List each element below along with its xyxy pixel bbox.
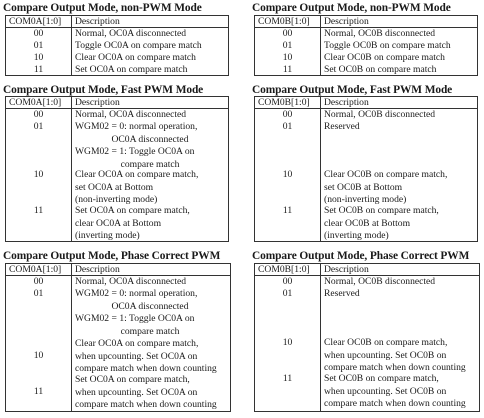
section-title: Compare Output Mode, Fast PWM Mode	[3, 84, 204, 96]
table-header	[255, 16, 477, 28]
bits-value: 00	[282, 28, 293, 39]
table-header	[6, 97, 228, 109]
bits-value: 01	[33, 40, 44, 51]
bits-value: 01	[33, 121, 44, 132]
column-divider	[320, 16, 321, 75]
description-column-header: Description	[324, 264, 369, 275]
bits-value: 00	[33, 109, 44, 120]
table-header	[6, 264, 230, 276]
bits-value: 00	[33, 276, 44, 287]
column-divider	[320, 264, 321, 411]
section-b-non-pwm	[252, 2, 480, 78]
description-text: Set OC0B on compare match	[324, 64, 437, 75]
column-divider	[320, 97, 321, 241]
description-text: WGM02 = 0: normal operation, OC0A disconnected WGM02 = 1: Toggle OC0A on compare match	[75, 121, 198, 170]
column-divider	[71, 264, 72, 411]
description-column-header: Description	[75, 97, 120, 108]
description-text: Toggle OC0A on compare match	[75, 40, 202, 51]
description-text: Set OC0B on compare match, clear OC0B at Bottom (inverting mode)	[324, 205, 439, 241]
description-text: Set OC0A on compare match, clear OC0A at Bottom (inverting mode)	[75, 205, 190, 241]
description-text: Clear OC0B on compare match, set OC0B at Bottom (non-inverting mode)	[324, 169, 448, 205]
bits-column-header: COM0B[1:0]	[258, 264, 310, 275]
description-column-header: Description	[75, 264, 120, 275]
section-a-non-pwm	[3, 2, 231, 78]
description-text: Normal, OC0B disconnected	[324, 28, 436, 39]
mode-table	[254, 263, 480, 412]
section-b-fast-pwm	[252, 84, 480, 244]
bits-column-header: COM0A[1:0]	[9, 97, 62, 108]
bits-value: 10	[282, 337, 293, 348]
bits-value: 11	[282, 373, 293, 384]
column-divider	[71, 16, 72, 75]
bits-value: 10	[33, 52, 44, 63]
bits-column-header: COM0B[1:0]	[258, 97, 310, 108]
bits-value: 10	[282, 169, 293, 180]
description-column-header: Description	[75, 16, 120, 27]
bits-column-header: COM0A[1:0]	[9, 264, 62, 275]
section-title: Compare Output Mode, Phase Correct PWM	[252, 250, 470, 262]
mode-table	[5, 263, 231, 412]
table-header	[6, 16, 228, 28]
mode-table	[254, 15, 478, 76]
bits-column-header: COM0A[1:0]	[9, 16, 62, 27]
bits-value: 11	[33, 386, 44, 397]
description-text: Normal, OC0B disconnected	[324, 276, 436, 287]
description-text: Clear OC0B on compare match, when upcounting. Set OC0B on compare match when down counting	[324, 337, 466, 373]
bits-value: 01	[33, 288, 44, 299]
section-a-fast-pwm	[3, 84, 231, 244]
description-text: Clear OC0A on compare match	[75, 52, 196, 63]
description-text: Set OC0A on compare match, when upcounting. Set OC0A on compare match when down counting	[75, 374, 217, 410]
description-text: WGM02 = 0: normal operation, OC0A disconnected WGM02 = 1: Toggle OC0A on compare match	[75, 288, 198, 337]
column-divider	[71, 97, 72, 241]
description-text: Normal, OC0A disconnected	[75, 109, 187, 120]
bits-value: 10	[282, 52, 293, 63]
description-text: Clear OC0B on compare match	[324, 52, 445, 63]
bits-value: 00	[282, 276, 293, 287]
section-b-phase-correct-pwm	[252, 250, 484, 415]
table-header	[255, 264, 479, 276]
description-text: Reserved	[324, 288, 360, 299]
description-text: Normal, OC0B disconnected	[324, 109, 436, 120]
bits-value: 11	[33, 64, 44, 75]
description-text: Set OC0A on compare match	[75, 64, 188, 75]
description-text: Set OC0B on compare match, when upcounting. Set OC0B on compare match when down counting	[324, 373, 466, 409]
table-header	[255, 97, 477, 109]
mode-table	[5, 15, 229, 76]
description-text: Toggle OC0B on compare match	[324, 40, 451, 51]
bits-column-header: COM0B[1:0]	[258, 16, 310, 27]
bits-value: 10	[33, 350, 44, 361]
section-title: Compare Output Mode, Phase Correct PWM	[3, 250, 221, 262]
bits-value: 01	[282, 288, 293, 299]
bits-value: 01	[282, 121, 293, 132]
description-text: Reserved	[324, 121, 360, 132]
bits-value: 10	[33, 169, 44, 180]
section-title: Compare Output Mode, non-PWM Mode	[252, 2, 451, 14]
section-title: Compare Output Mode, Fast PWM Mode	[252, 84, 453, 96]
bits-value: 00	[33, 28, 44, 39]
section-a-phase-correct-pwm	[3, 250, 235, 415]
description-text: Clear OC0A on compare match, when upcounting. Set OC0A on compare match when down counting	[75, 338, 217, 374]
bits-value: 11	[282, 205, 293, 216]
bits-value: 01	[282, 40, 293, 51]
description-column-header: Description	[324, 16, 369, 27]
bits-value: 11	[282, 64, 293, 75]
bits-value: 00	[282, 109, 293, 120]
bits-value: 11	[33, 205, 44, 216]
description-column-header: Description	[324, 97, 369, 108]
description-text: Normal, OC0A disconnected	[75, 28, 187, 39]
description-text: Clear OC0A on compare match, set OC0A at Bottom (non-inverting mode)	[75, 169, 199, 205]
description-text: Normal, OC0A disconnected	[75, 276, 187, 287]
mode-table	[5, 96, 229, 242]
mode-table	[254, 96, 478, 242]
section-title: Compare Output Mode, non-PWM Mode	[3, 2, 202, 14]
